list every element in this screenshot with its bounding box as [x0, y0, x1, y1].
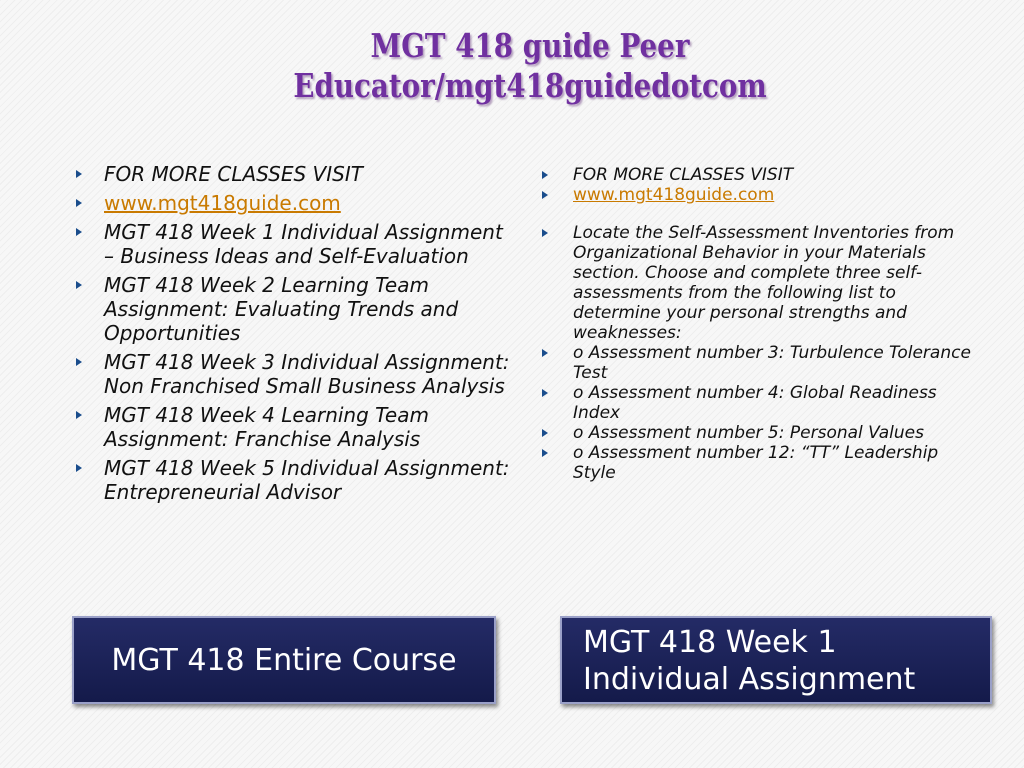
classes-visit-text: FOR MORE CLASSES VISIT: [104, 162, 363, 186]
list-item: [76, 350, 516, 398]
triangle-bullet-icon: [542, 349, 548, 357]
list-item: [542, 343, 982, 383]
list-item: [76, 456, 516, 504]
list-item: [76, 220, 516, 268]
triangle-bullet-icon: [76, 281, 82, 289]
list-item-text: MGT 418 Week 1 Individual Assignment – Business Ideas and Self-Evaluation: [104, 220, 503, 268]
triangle-bullet-icon: [542, 449, 548, 457]
entire-course-label: MGT 418 Entire Course: [111, 642, 457, 678]
week1-assignment-label-line-1: MGT 418 Week 1: [583, 625, 837, 660]
triangle-bullet-icon: [542, 171, 548, 179]
list-item: [76, 403, 516, 451]
list-item: [542, 443, 982, 483]
triangle-bullet-icon: [542, 429, 548, 437]
triangle-bullet-icon: [76, 199, 82, 207]
left-bullet-list: [76, 162, 516, 509]
list-item-text: o Assessment number 12: “TT” Leadership Style: [573, 443, 939, 483]
triangle-bullet-icon: [542, 229, 548, 237]
list-item-text: Locate the Self-Assessment Inventories from Organizational Behavior in your Materials section. Choose and complete three self-assessments from the following list to determine your personal strengths and weaknesses:: [573, 223, 955, 343]
triangle-bullet-icon: [76, 170, 82, 178]
classes-visit-text: FOR MORE CLASSES VISIT: [573, 165, 794, 185]
week1-assignment-button[interactable]: [560, 616, 992, 704]
triangle-bullet-icon: [542, 191, 548, 199]
list-item: [542, 165, 982, 185]
website-link[interactable]: www.mgt418guide.com: [573, 185, 775, 205]
week1-assignment-label-line-2: Individual Assignment: [583, 662, 916, 697]
list-item-text: o Assessment number 4: Global Readiness Index: [573, 383, 937, 423]
page-title-line-2: Educator/mgt418guidedotcom: [293, 66, 767, 105]
triangle-bullet-icon: [542, 389, 548, 397]
list-item: [542, 185, 982, 205]
list-item-text: MGT 418 Week 3 Individual Assignment: Non Franchised Small Business Analysis: [104, 350, 510, 398]
page-title: [211, 26, 849, 106]
triangle-bullet-icon: [76, 228, 82, 236]
list-item: [76, 273, 516, 345]
list-item: [76, 191, 516, 215]
list-item: [76, 162, 516, 186]
list-item: [542, 423, 982, 443]
triangle-bullet-icon: [76, 411, 82, 419]
list-item-text: o Assessment number 5: Personal Values: [573, 423, 924, 443]
list-item-text: MGT 418 Week 5 Individual Assignment: Entrepreneurial Advisor: [104, 456, 510, 504]
page-title-line-1: MGT 418 guide Peer: [370, 26, 690, 65]
list-item: [542, 223, 982, 343]
right-bullet-list: [542, 165, 982, 483]
triangle-bullet-icon: [76, 358, 82, 366]
list-item: [542, 383, 982, 423]
entire-course-button[interactable]: [72, 616, 496, 704]
list-item-text: MGT 418 Week 4 Learning Team Assignment: Franchise Analysis: [104, 403, 429, 451]
triangle-bullet-icon: [76, 464, 82, 472]
website-link[interactable]: www.mgt418guide.com: [104, 191, 341, 215]
list-item-text: o Assessment number 3: Turbulence Tolerance Test: [573, 343, 971, 383]
list-item-text: MGT 418 Week 2 Learning Team Assignment: Evaluating Trends and Opportunities: [104, 273, 459, 345]
